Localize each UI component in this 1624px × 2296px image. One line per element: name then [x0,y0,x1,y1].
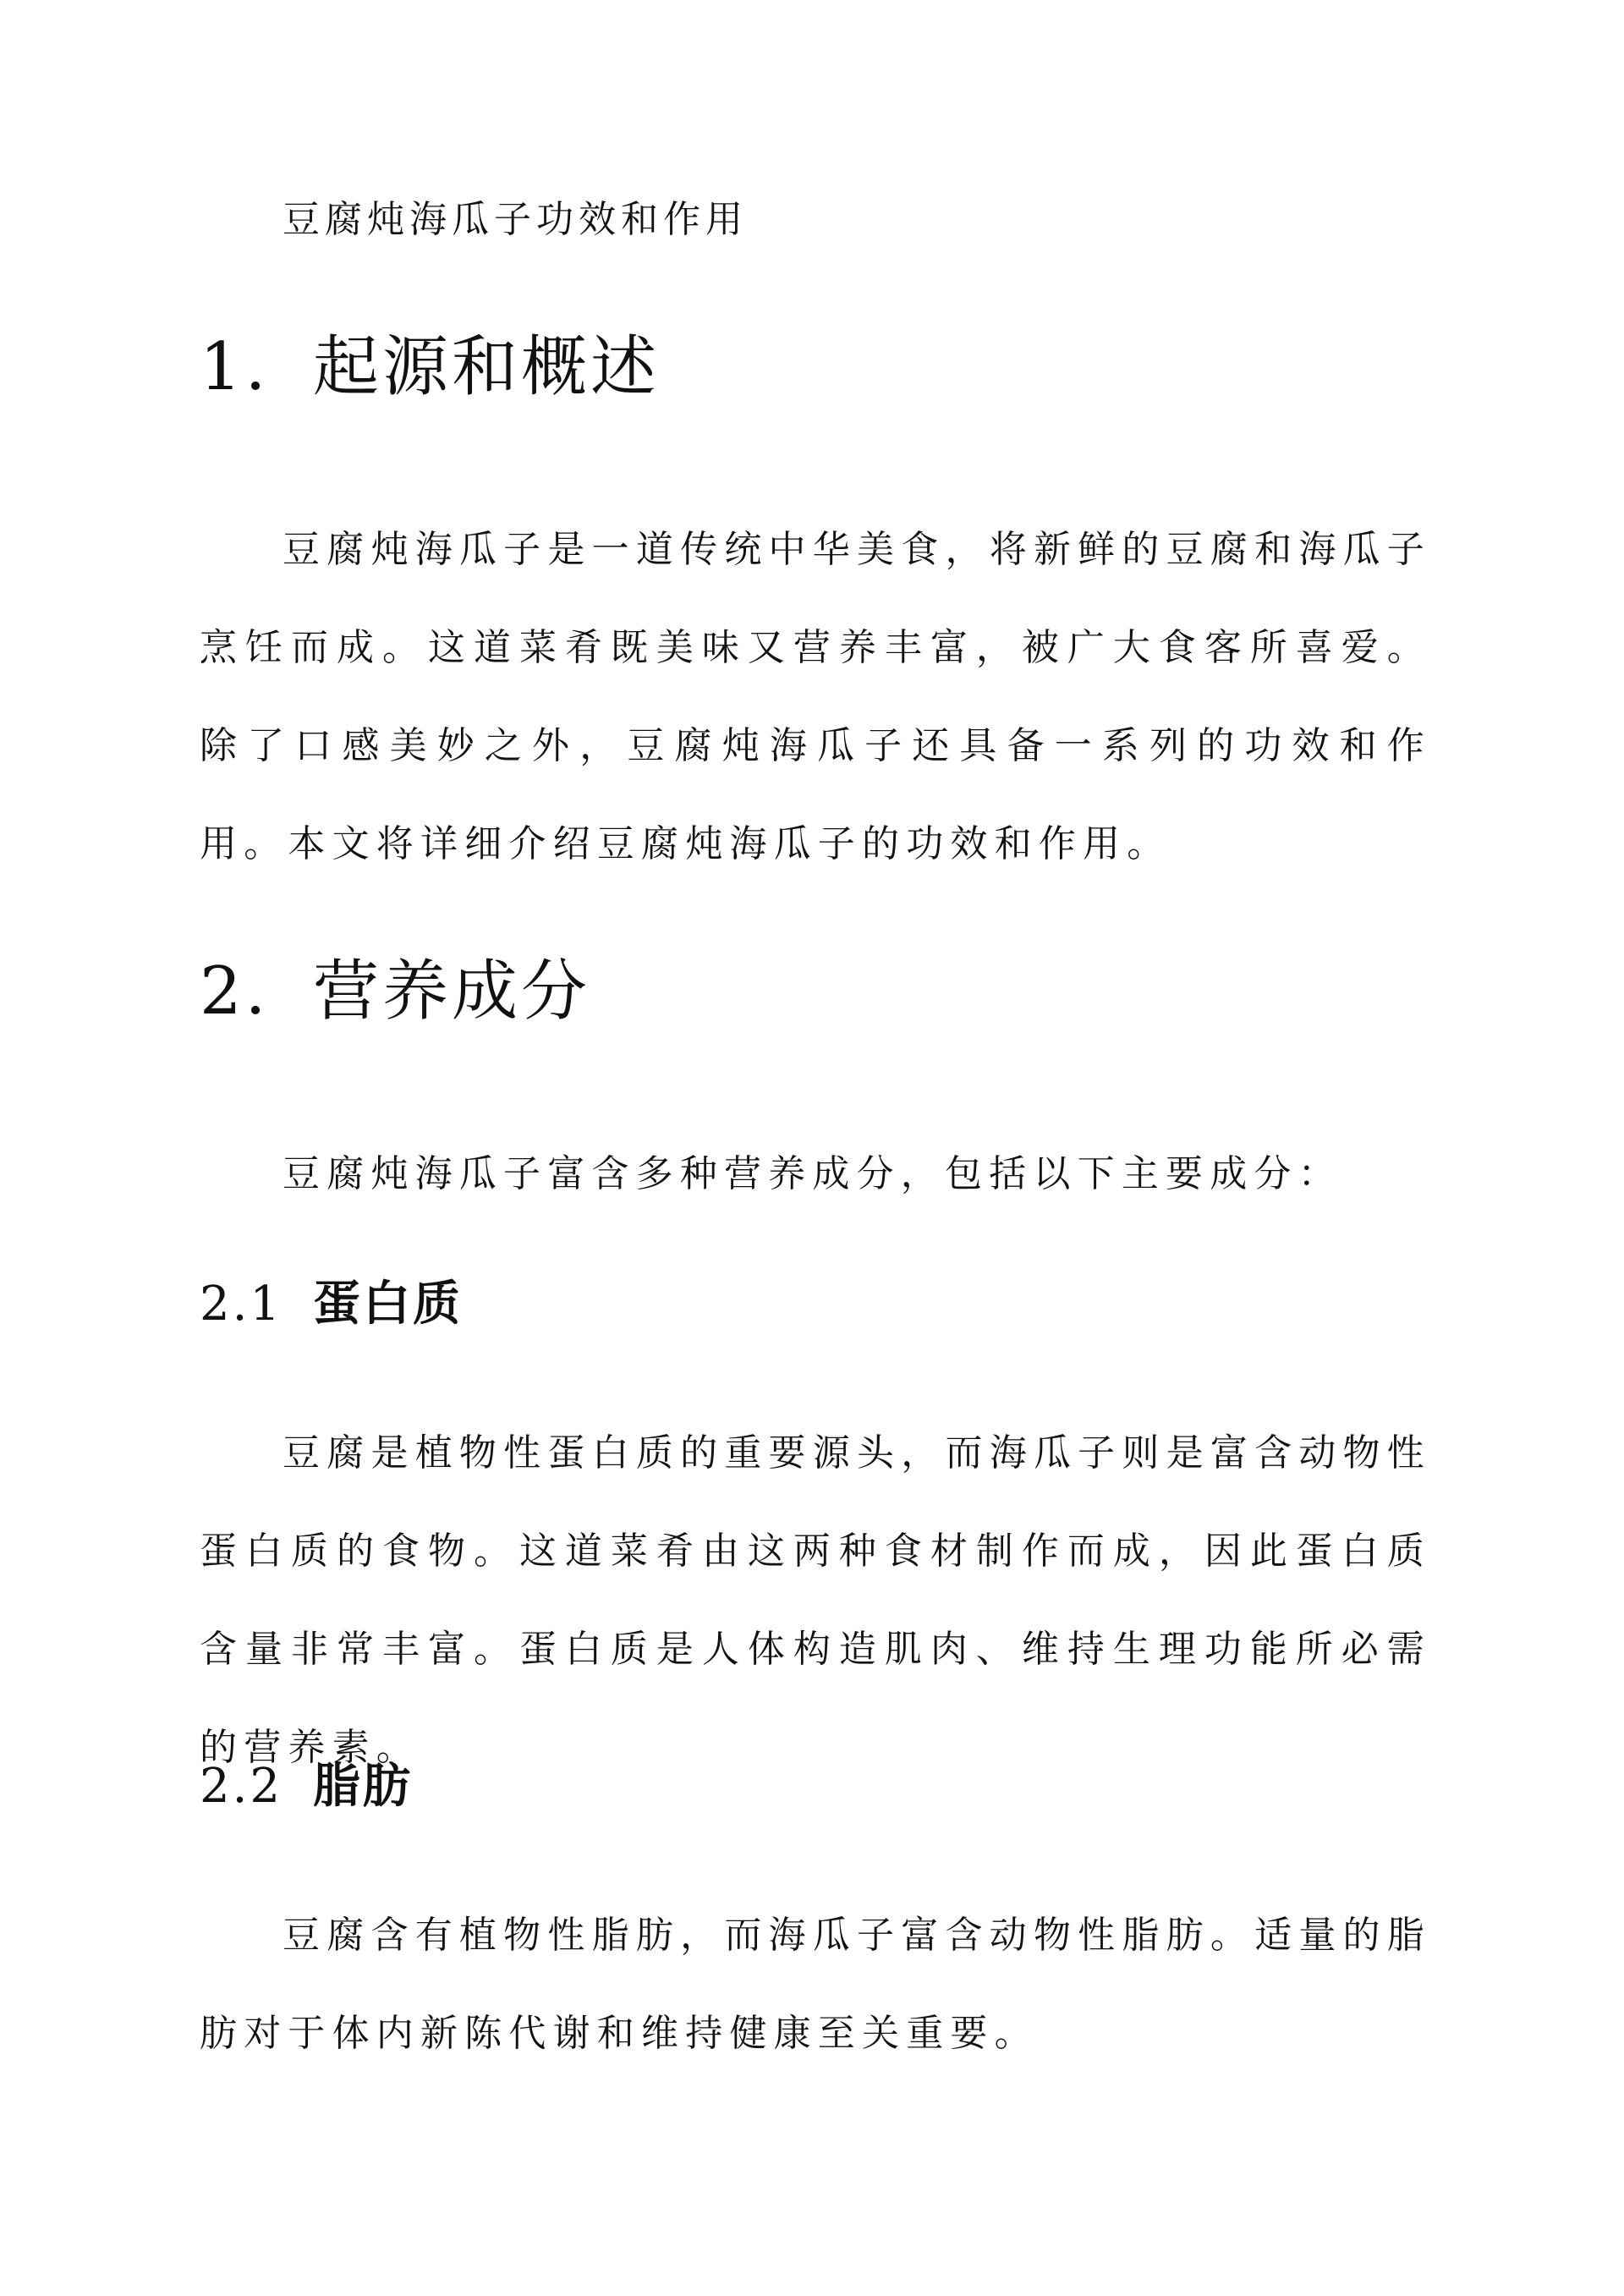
document-title: 豆腐炖海瓜子功效和作用 [283,198,748,241]
paragraph-protein: 豆腐是植物性蛋白质的重要源头，而海瓜子则是富含动物性蛋白质的食物。这道菜肴由这两种食材制作而成，因此蛋白质含量非常丰富。蛋白质是人体构造肌肉、维持生理功能所必需的营养素。 [200,1431,1431,1769]
subsection-title: 蛋白质 [313,1276,463,1332]
subsection-title: 脂肪 [313,1758,413,1814]
subsection-heading-protein [200,1274,463,1334]
subsection-number: 2.1 [200,1277,283,1332]
section-title: 营养成分 [313,953,591,1030]
subsection-heading-fat [200,1756,413,1816]
paragraph-origin: 豆腐炖海瓜子是一道传统中华美食，将新鲜的豆腐和海瓜子烹饪而成。这道菜肴既美味又营养丰富，被广大食客所喜爱。除了口感美妙之外，豆腐炖海瓜子还具备一系列的功效和作用。本文将详细介绍豆腐炖海瓜子的功效和作用。 [200,528,1431,865]
section-number: 1. [200,329,270,405]
subsection-number: 2.2 [200,1759,283,1814]
section-heading-origin [200,327,660,408]
section-number: 2. [200,953,270,1030]
section-title: 起源和概述 [313,329,661,405]
section-heading-nutrition [200,951,590,1032]
paragraph-nutrition-intro: 豆腐炖海瓜子富含多种营养成分，包括以下主要成分： [283,1152,1342,1195]
paragraph-fat: 豆腐含有植物性脂肪，而海瓜子富含动物性脂肪。适量的脂肪对于体内新陈代谢和维持健康至关重要。 [200,1914,1431,2055]
